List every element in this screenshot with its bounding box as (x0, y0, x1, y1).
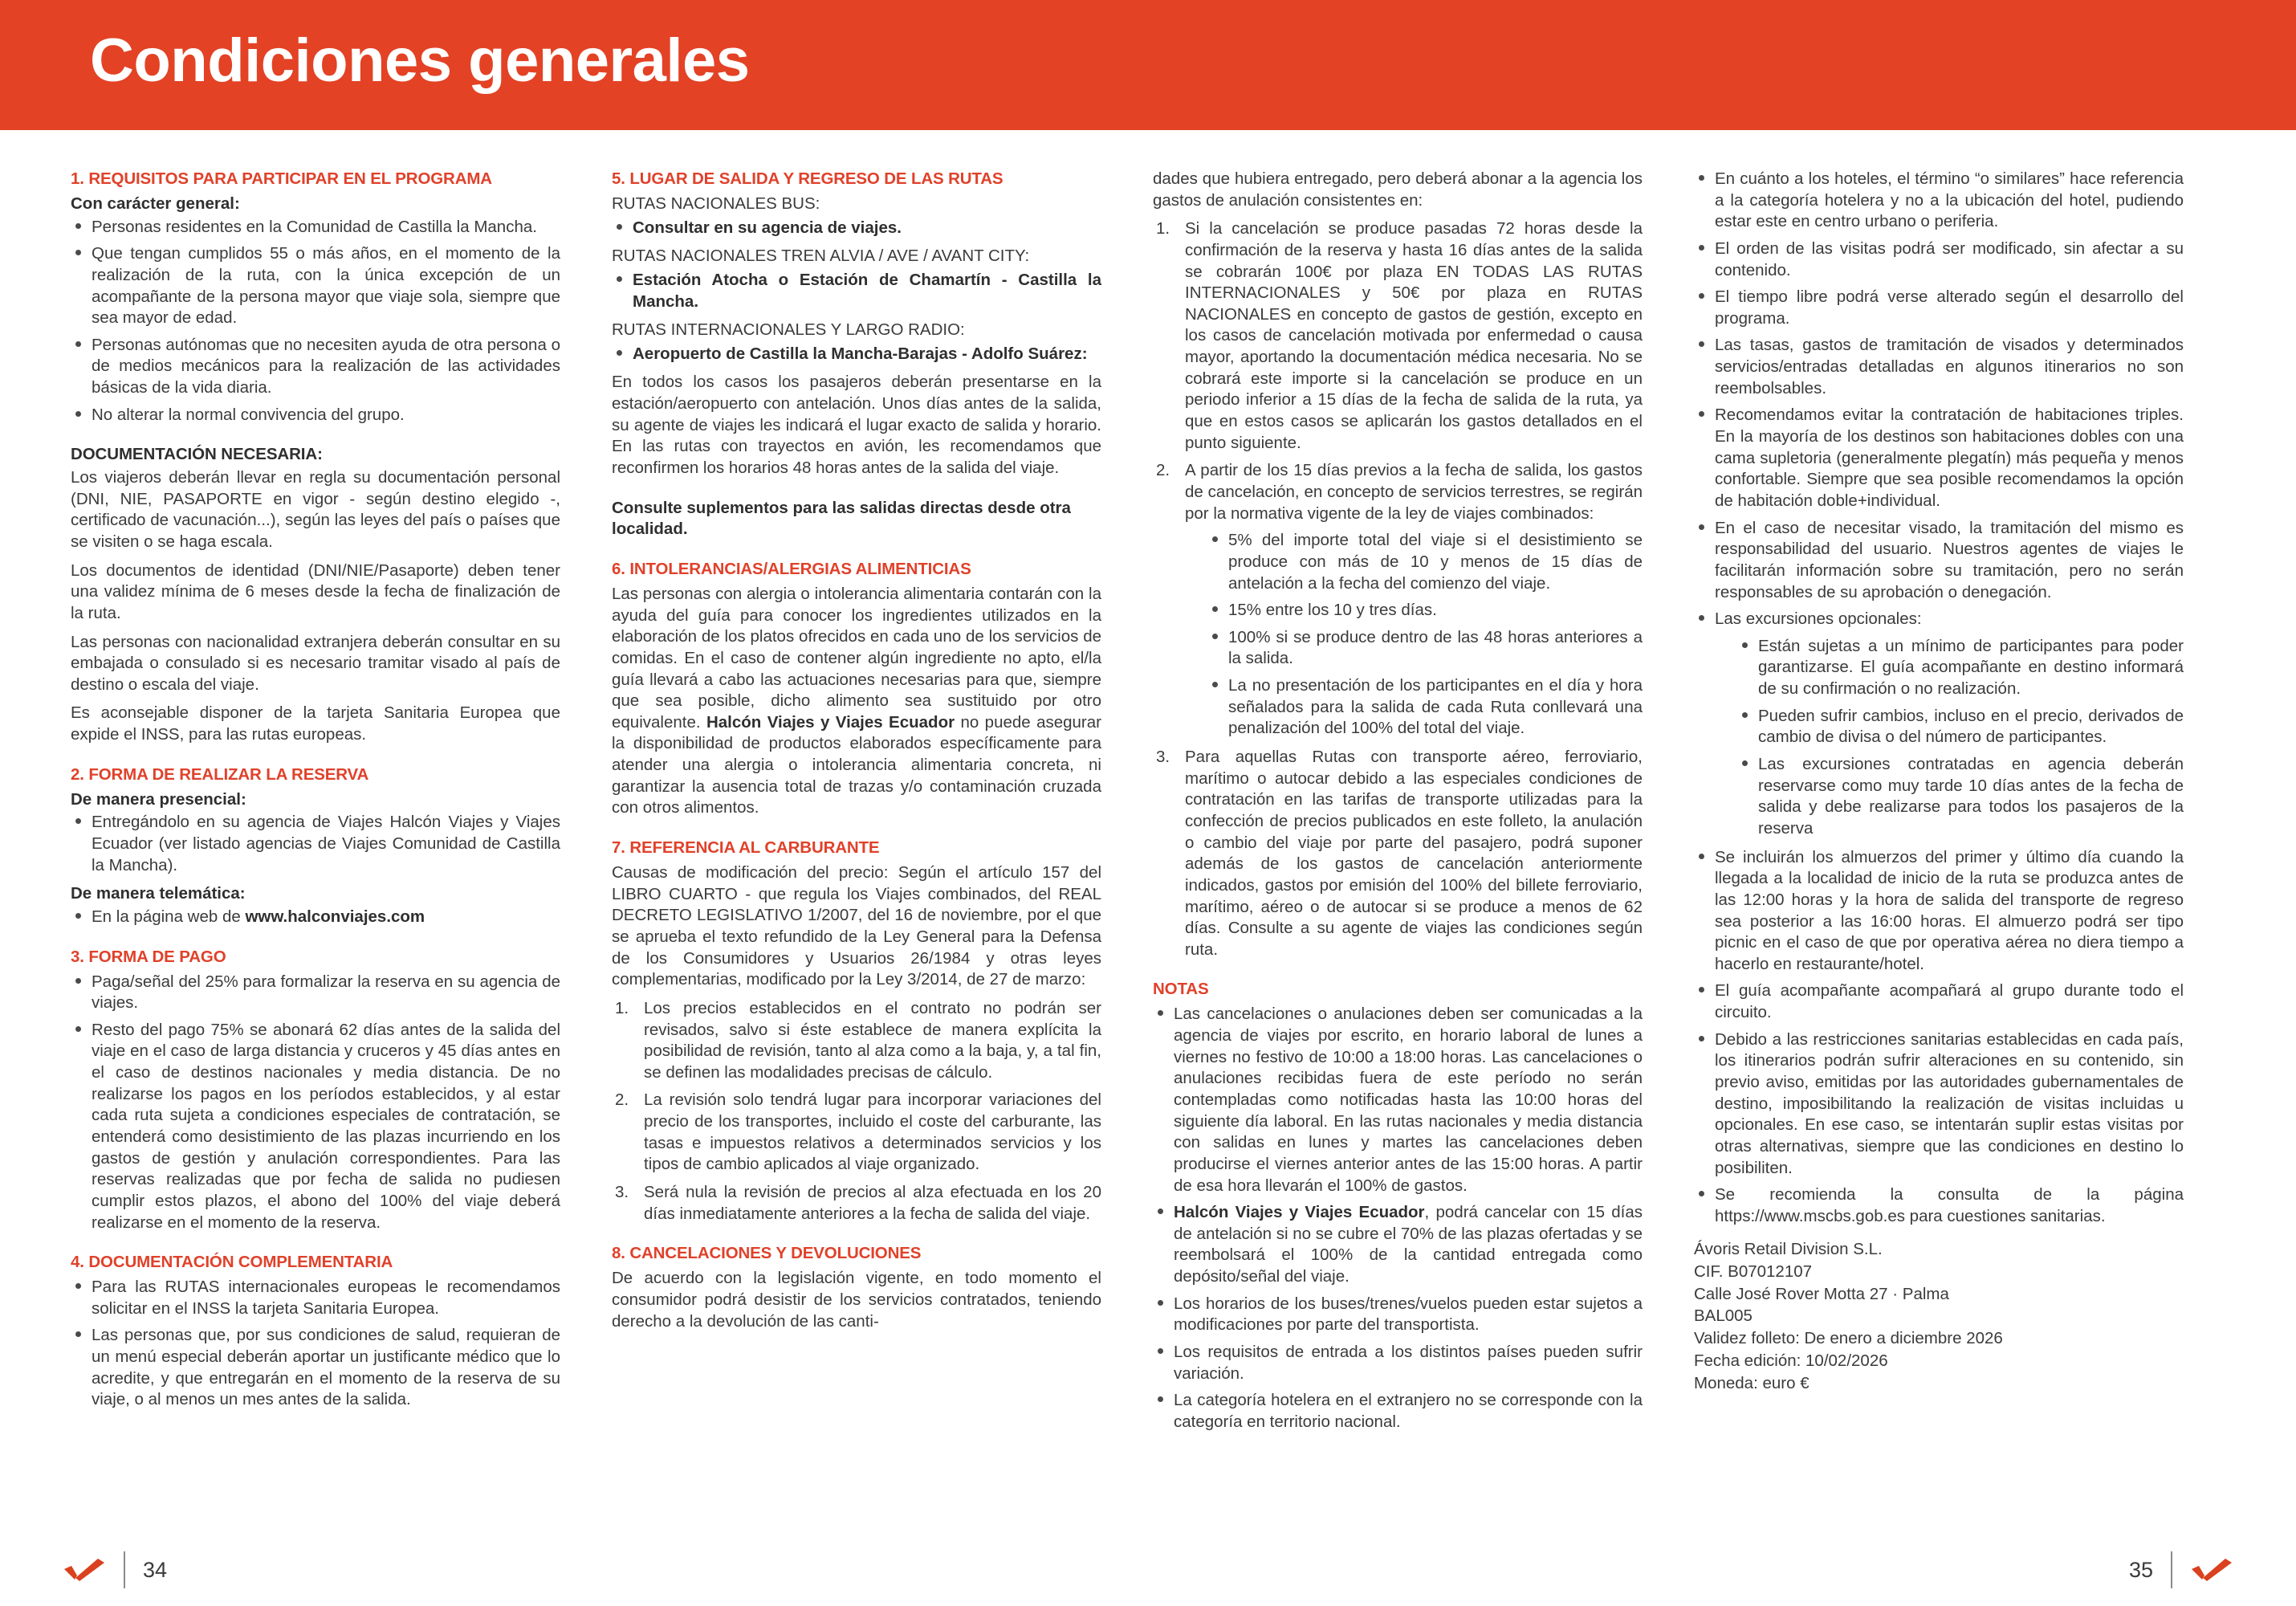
column-1 (71, 169, 560, 1441)
web-label: En la página web de (92, 907, 246, 926)
section-heading-cancelaciones: 8. CANCELACIONES Y DEVOLUCIONES (612, 1244, 922, 1263)
company-cif: CIF. B07012107 (1694, 1262, 1813, 1282)
subheading-documentacion-necesaria: DOCUMENTACIÓN NECESARIA: (71, 445, 323, 464)
spacer (612, 826, 1101, 838)
spacer (612, 1232, 1101, 1243)
section-heading-intolerancias: 6. INTOLERANCIAS/ALERGIAS ALIMENTICIAS (612, 559, 971, 578)
column-2 (612, 169, 1101, 1441)
list-item: 15% entre los 10 y tres días. (1207, 600, 1643, 622)
page-title: Condiciones generales (90, 26, 750, 95)
brochure-validity: Validez folleto: De enero a diciembre 2026 (1694, 1329, 2003, 1348)
halcon-viajes-swoosh-logo-icon (2190, 1556, 2233, 1584)
list-item: Será nula la revisión de precios al alza efectuada en los 20 días inmediatamente anteriores a la fecha de salida del viaje. (644, 1182, 1101, 1223)
spacer (71, 753, 560, 764)
spacer (71, 433, 560, 444)
edition-date: Fecha edición: 10/02/2026 (1694, 1351, 1888, 1370)
company-name: Ávoris Retail Division S.L. (1694, 1240, 1883, 1259)
list-item-text: A partir de los 15 días previos a la fecha de salida, los gastos de cancelación, en concepto de servicios terrestres, se regirán por la normativa vigente de la ley de viajes combinados: (1185, 461, 1643, 523)
rutas-tren-list (612, 270, 1101, 312)
page-header-banner (0, 0, 2296, 130)
list-item: Recomendamos evitar la contratación de habitaciones triples. En la mayoría de los destinos son habitaciones dobles con una cama supletoria (generalmente plegatín) más pequeña y menos confortable. Siempre que sea posible recomendamos la opción de habitación doble+individual. (1694, 405, 2184, 512)
subheading-telematica: De manera telemática: (71, 884, 246, 903)
text-part: Las personas con alergia o intolerancia alimentaria contarán con la ayuda del guía para conocer los ingredientes utilizados en la elaboración de los platos ofrecidos en cada uno de los servicios de comidas. En el caso de contener algún ingrediente no apto, el/la guía llevará a cabo las actuaciones necesarias para que, siempre que sea posible, dicho alimento sea sustituido por otro equivalente. (612, 584, 1101, 732)
list-item: Si la cancelación se produce pasadas 72 horas desde la confirmación de la reserva y hasta 16 días antes de la salida se cobrarán 100€ por plaza EN TODAS LAS RUTAS INTERNACIONALES y 50€ por plaza en RUTAS NACIONALES en concepto de gastos de gestión, excepto en los casos de cancelación motivada por enfermedad o causa mayor, aportando la documentación médica necesaria. No se cobrará este importe si la cancelación se produce en un periodo inferior a 15 días de la fecha de salida de la ruta, ya que en estos casos se aplicarán los gastos detallados en el punto siguiente. (1185, 219, 1643, 452)
list-item: 100% si se produce dentro de las 48 horas anteriores a la salida. (1207, 627, 1643, 670)
reserva-telematica-list (71, 907, 560, 928)
section-heading-carburante: 7. REFERENCIA AL CARBURANTE (612, 838, 880, 858)
column-4 (1694, 169, 2184, 1441)
list-item: No alterar la normal convivencia del grupo. (71, 405, 560, 426)
paragraph: Los documentos de identidad (DNI/NIE/Pasaporte) deben tener una validez mínima de 6 meses desde la fecha de finalización de la ruta. (71, 560, 560, 622)
requisitos-bullet-list (71, 217, 560, 426)
brand-name: Halcón Viajes y Viajes Ecuador (706, 712, 955, 732)
spacer (612, 487, 1101, 498)
list-item: Resto del pago 75% se abonará 62 días antes de la salida del viaje en el caso de larga distancia y cruceros y 45 días antes en el caso de destinos nacionales y media distancia. De no realizarse los pagos en los períodos establecidos, y al estar cada ruta sujeta a condiciones especiales de contratación, se entenderá como desistimiento de las plazas incurriendo en los gastos de gestión y anulación correspondientes. Para las reservas realizadas que por fecha de salida no pudiesen cumplir estos plazos, el abono del 100% del viaje deberá realizarse en el momento de la reserva. (71, 1020, 560, 1233)
section-heading-documentacion-complementaria: 4. DOCUMENTACIÓN COMPLEMENTARIA (71, 1253, 393, 1272)
list-item: Pueden sufrir cambios, incluso en el precio, derivados de cambio de divisa o del número de participantes. (1737, 706, 2184, 748)
paragraph: Es aconsejable disponer de la tarjeta Sanitaria Europea que expide el INSS, para las rutas europeas. (71, 703, 560, 744)
list-item: Consultar en su agencia de viajes. (612, 218, 1101, 239)
list-item: Los horarios de los buses/trenes/vuelos pueden estar sujetos a modificaciones por parte del transportista. (1153, 1294, 1643, 1336)
footer-divider (124, 1551, 125, 1588)
list-item: Para las RUTAS internacionales europeas le recomendamos solicitar en el INSS la tarjeta Sanitaria Europea. (71, 1277, 560, 1319)
list-item: Las cancelaciones o anulaciones deben ser comunicadas a la agencia de viajes por escrito, en horario laboral de lunes a viernes no festivo de 10:00 a 18:00 horas. Las cancelaciones o anulaciones recibidas fuera de este período no serán contempladas como notificadas hasta las 10:00 horas del siguiente día laboral. En las rutas nacionales y media distancia con salidas en lunes y martes las cancelaciones deben producirse el viernes anterior antes de las 15:00 horas. A partir de esa hora llevarán el 100% de gastos. (1153, 1004, 1643, 1196)
list-item: En cuánto a los hoteles, el término “o similares” hace referencia a la categoría hotelera y no a la ubicación del hotel, pudiendo estar este en centro urbano o periferia. (1694, 169, 2184, 233)
spacer (612, 548, 1101, 559)
spacer (71, 935, 560, 947)
list-item: Que tengan cumplidos 55 o más años, en el momento de la realización de la ruta, con la única excepción de un acompañante de la persona mayor que viaje sola, siempre que sea mayor de edad. (71, 243, 560, 329)
list-item: En el caso de necesitar visado, la tramitación del mismo es responsabilidad del usuario. Nuestros agentes de viajes le facilitarán información sobre su tramitación, pero no serán responsables de su aprobación o denegación. (1694, 518, 2184, 604)
text-part: no puede asegurar la disponibilidad de productos elaborados específicamente para atender una alergia o intolerancia alimentaria concreta, ni garantizar la ausencia total de trazas y/o contaminación cruzada con otros alimentos. (612, 712, 1101, 817)
section-heading-lugar-de-salida: 5. LUGAR DE SALIDA Y REGRESO DE LAS RUTAS (612, 169, 1003, 188)
list-item: Para aquellas Rutas con transporte aéreo, ferroviario, marítimo o autocar debido a las especiales condiciones de contratación en las tarifas de transporte utilizadas para la confección de precios publicados en este folleto, la anulación o cambio del viaje por parte del pasajero, podrá suponer además de los gastos de cancelación anteriormente indicados, gastos por emisión del 100% del billete ferroviario, marítimo, aéreo o de autocar si se produce a menos de 62 días. Consulte a su agente de viajes las condiciones según ruta. (1185, 748, 1643, 959)
list-item: Los precios establecidos en el contrato no podrán ser revisados, salvo si éste establece de manera explícita la posibilidad de revisión, tanto al alza como a la baja, y, a tal fin, se definen las modalidades precisas de cálculo. (644, 998, 1101, 1082)
website-url[interactable]: www.halconviajes.com (245, 907, 425, 926)
paragraph-intolerancias (612, 584, 1101, 819)
section-heading-forma-de-pago: 3. FORMA DE PAGO (71, 947, 226, 966)
legal-info-block (1694, 1238, 2184, 1394)
list-item: Personas autónomas que no necesiten ayuda de otra persona o de medios mecánicos para la realización de las actividades básicas de la vida diaria. (71, 335, 560, 399)
halcon-viajes-swoosh-logo-icon (63, 1556, 106, 1584)
list-item (1694, 609, 2184, 839)
paragraph: Las personas con nacionalidad extranjera deberán consultar en su embajada o consulado si es necesario tramitar visado al país de destino o escala del viaje. (71, 632, 560, 694)
list-item: El tiempo libre podrá verse alterado según el desarrollo del programa. (1694, 287, 2184, 329)
list-item: La no presentación de los participantes en el día y hora señalados para la salida de cada Ruta conllevará una penalización del 100% del total del viaje. (1207, 675, 1643, 740)
forma-de-pago-list (71, 972, 560, 1234)
label-rutas-internacionales: RUTAS INTERNACIONALES Y LARGO RADIO: (612, 320, 965, 340)
list-item: La revisión solo tendrá lugar para incorporar variaciones del precio de los transportes, incluido el coste del carburante, las tasas e impuestos relativos a determinados servicios y los tipos de cambio aplicados al viaje organizado. (644, 1090, 1101, 1174)
rutas-internacionales-list (612, 344, 1101, 365)
notas-continuation-list (1694, 169, 2184, 1227)
list-item: El orden de las visitas podrá ser modificado, sin afectar a su contenido. (1694, 238, 2184, 281)
paragraph: Los viajeros deberán llevar en regla su documentación personal (DNI, NIE, PASAPORTE en vigor - según destino elegido -, certificado de vacunación...), según las leyes del país o países que se visiten o se haga escala. (71, 468, 560, 551)
label-rutas-nacionales-bus: RUTAS NACIONALES BUS: (612, 194, 820, 213)
label-rutas-tren: RUTAS NACIONALES TREN ALVIA / AVE / AVANT CITY: (612, 247, 1030, 266)
page-number-right: 35 (2128, 1557, 2153, 1582)
list-item: El guía acompañante acompañará al grupo durante todo el circuito. (1694, 980, 2184, 1023)
list-item: Paga/señal del 25% para formalizar la reserva en su agencia de viajes. (71, 972, 560, 1014)
list-item: Debido a las restricciones sanitarias establecidas en cada país, los itinerarios podrán sufrir alteraciones en su contenido, sin previo aviso, emitidas por las autoridades gubernamentales de destino, imposibilitando la realización de visitas incluidas u opcionales. En ese caso, se intentarán suplir estas visitas por otras alternativas, siempre que las condiciones en destino lo posibiliten. (1694, 1029, 2184, 1179)
list-item: 5% del importe total del viaje si el desistimiento se produce con más de 10 y menos de 15 días de antelación a la fecha del comienzo del viaje. (1207, 530, 1643, 594)
currency: Moneda: euro € (1694, 1373, 1810, 1392)
list-item: Las tasas, gastos de tramitación de visados y determinados servicios/entradas detalladas en algunos itinerarios no son reembolsables. (1694, 335, 2184, 399)
reserva-presencial-list (71, 812, 560, 876)
paragraph: En todos los casos los pasajeros deberán presentarse en la estación/aeropuerto con antelación. Unos días antes de la salida, su agente de viajes les indicará el lugar exacto de salida y horario. En las rutas con trayectos en avión, les recomendamos que reconfirmen los horarios 48 horas antes de la salida del viaje. (612, 373, 1101, 478)
column-3 (1153, 169, 1643, 1441)
footer-left (63, 1551, 167, 1588)
list-item: Estación Atocha o Estación de Chamartín - Castilla la Mancha. (612, 270, 1101, 312)
spacer (1153, 968, 1643, 979)
subheading-caracter-general: Con carácter general: (71, 194, 240, 213)
list-item (1153, 460, 1643, 740)
list-item: Personas residentes en la Comunidad de Castilla la Mancha. (71, 217, 560, 238)
text-part: , podrá cancelar con 15 días de antelación si no se cubre el 70% de las plazas ofertadas y se reembolsará el 100% de la cantidad entregada como depósito/señal del viaje. (1174, 1203, 1643, 1286)
list-item: La categoría hotelera en el extranjero no se corresponde con la categoría en territorio nacional. (1153, 1390, 1643, 1433)
cancelaciones-numbered-list (1153, 218, 1643, 960)
list-item-text: Las excursiones opcionales: (1715, 609, 1922, 629)
content-columns (71, 169, 2238, 1441)
list-item (71, 907, 560, 928)
list-item: Las excursiones contratadas en agencia deberán reservarse como muy tarde 10 días antes de la fecha de salida y debe realizarse para todos los pasajeros de la reserva (1737, 754, 2184, 840)
brand-name: Halcón Viajes y Viajes Ecuador (1174, 1203, 1425, 1222)
notas-list (1153, 1004, 1643, 1433)
section-heading-requisitos: 1. REQUISITOS PARA PARTICIPAR EN EL PROGRAMA (71, 169, 492, 188)
paragraph: De acuerdo con la legislación vigente, en todo momento el consumidor podrá desistir de los servicios contratados, teniendo derecho a la devolución de las canti- (612, 1269, 1101, 1331)
page-number-left: 34 (143, 1557, 168, 1582)
list-item (1153, 1202, 1643, 1288)
carburante-numbered-list (612, 998, 1101, 1225)
company-address: Calle José Rover Motta 27 · Palma (1694, 1284, 1949, 1303)
rutas-bus-list (612, 218, 1101, 239)
section-heading-reserva: 2. FORMA DE REALIZAR LA RESERVA (71, 764, 369, 784)
cancelaciones-sub-bullets (1207, 530, 1643, 740)
list-item: Los requisitos de entrada a los distintos países pueden sufrir variación. (1153, 1342, 1643, 1384)
documentacion-complementaria-list (71, 1277, 560, 1411)
footer-divider (2171, 1551, 2172, 1588)
paragraph: Causas de modificación del precio: Según el artículo 157 del LIBRO CUARTO - que regula los Viajes combinados, del REAL DECRETO LEGISLATIVO 1/2007, del 16 de noviembre, por el que se aprueba el texto refundido de la Ley General para la Defensa de los Consumidores y Usuarios 26/1984 y otras leyes complementarias, modificado por la Ley 3/2014, de 27 de marzo: (612, 863, 1101, 989)
excursiones-sub-bullets (1737, 636, 2184, 840)
list-item: Se incluirán los almuerzos del primer y último día cuando la llegada a la localidad de inicio de la ruta se produzca antes de las 12:00 horas y la hora de salida del transporte de regreso sea posterior a las 16:00 horas. El almuerzo podrá ser tipo picnic en el caso de que por operativa aérea no diera tiempo a hacerlo en restaurante/hotel. (1694, 847, 2184, 976)
list-item: Aeropuerto de Castilla la Mancha-Barajas - Adolfo Suárez: (612, 344, 1101, 365)
list-item: Están sujetas a un mínimo de participantes para poder garantizarse. El guía acompañante en destino informará de su confirmación o no realización. (1737, 636, 2184, 700)
paragraph-continuation: dades que hubiera entregado, pero deberá abonar a la agencia los gastos de anulación consistentes en: (1153, 169, 1643, 210)
footer-right (2129, 1551, 2233, 1588)
subheading-presencial: De manera presencial: (71, 789, 246, 809)
company-license: BAL005 (1694, 1306, 1753, 1326)
list-item: Entregándolo en su agencia de Viajes Halcón Viajes y Viajes Ecuador (ver listado agencias de Viajes Comunidad de Castilla la Mancha). (71, 812, 560, 876)
list-item: Se recomienda la consulta de la página https://www.mscbs.gob.es para cuestiones sanitarias. (1694, 1184, 2184, 1227)
paragraph-suplementos: Consulte suplementos para las salidas directas desde otra localidad. (612, 498, 1071, 539)
page-sheet (0, 130, 2296, 1606)
list-item: Las personas que, por sus condiciones de salud, requieran de un menú especial deberán aportar un justificante médico que lo acredite, y que entregarán en el momento de la reserva de su viaje, o al menos un mes antes de la salida. (71, 1325, 560, 1411)
section-heading-notas: NOTAS (1153, 980, 1209, 999)
spacer (71, 1241, 560, 1252)
